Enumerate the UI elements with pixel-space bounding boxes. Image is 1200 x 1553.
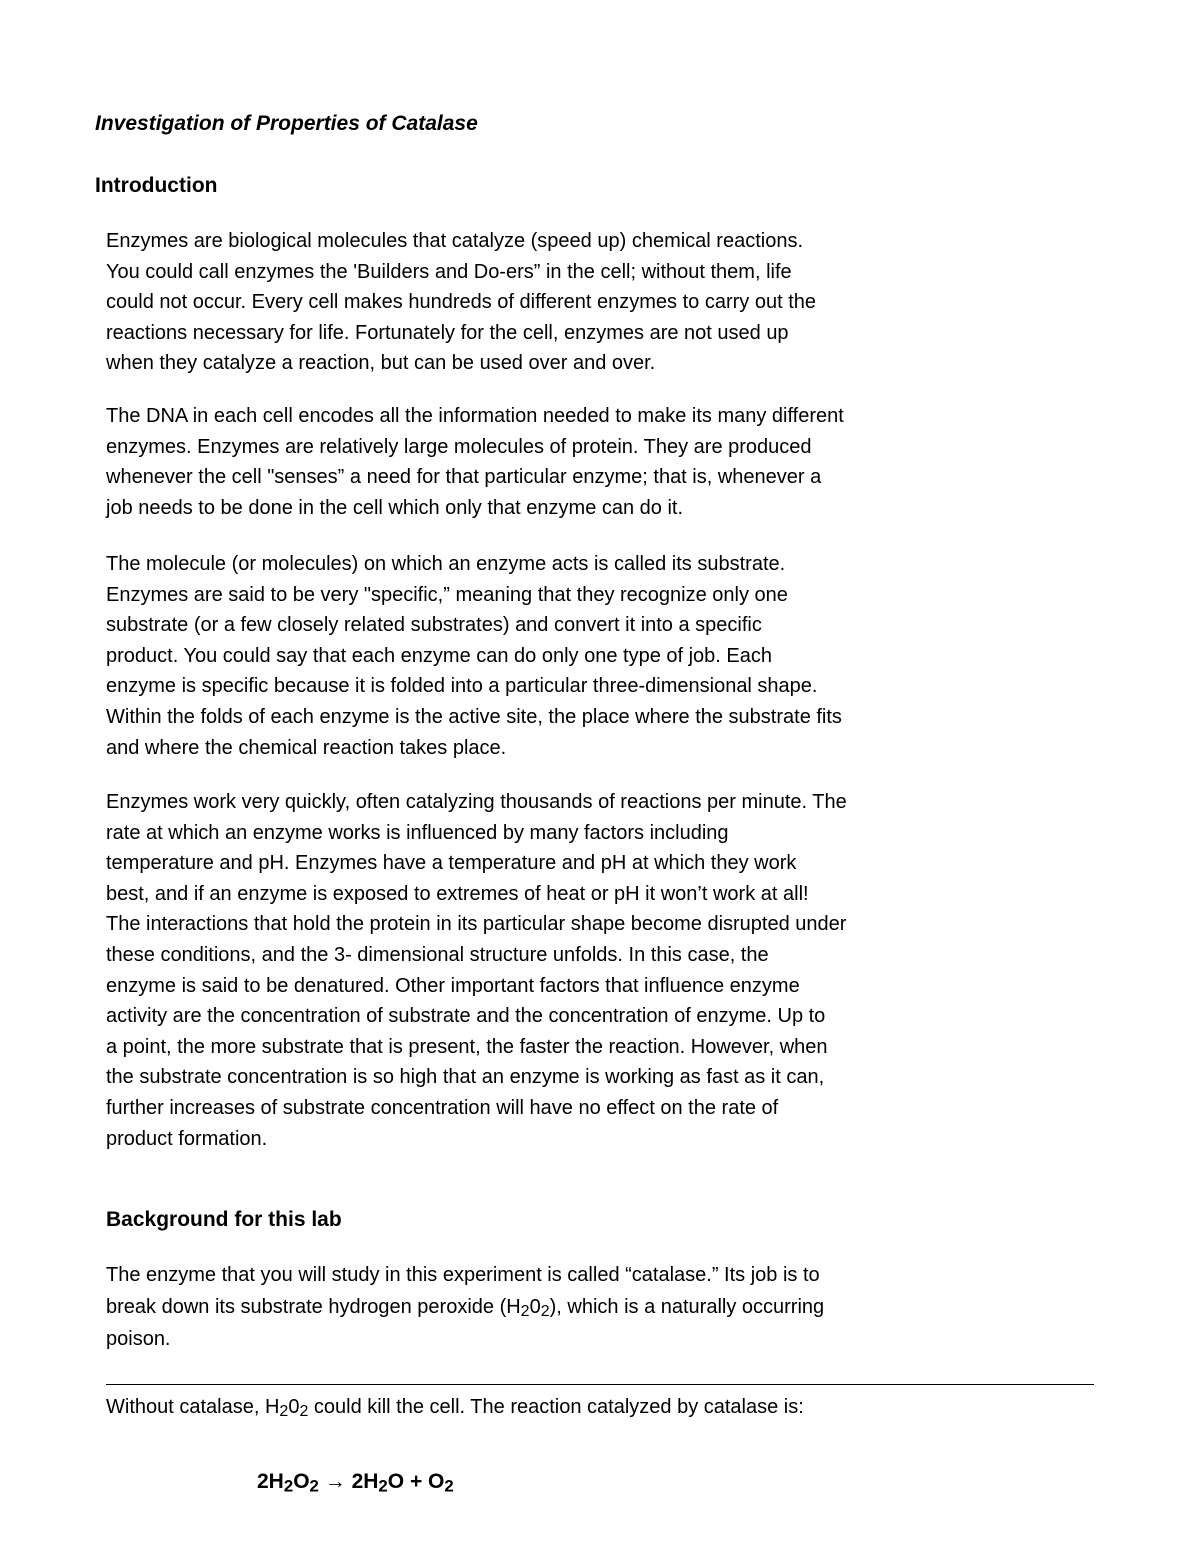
text-line: rate at which an enzyme works is influenced by many factors including xyxy=(106,821,729,844)
text-line: The interactions that hold the protein in its particular shape become disrupted under xyxy=(106,913,847,936)
text-line: Enzymes are said to be very "specific,” meaning that they recognize only one xyxy=(106,583,788,606)
subscript: 2 xyxy=(520,1303,530,1321)
text-line: Enzymes work very quickly, often catalyzing thousands of reactions per minute. The xyxy=(106,791,847,813)
text-line: enzymes. Enzymes are relatively large molecules of protein. They are produced xyxy=(106,435,812,458)
text-segment: 0 xyxy=(288,1396,300,1418)
text-line: You could call enzymes the 'Builders and Do-ers” in the cell; without them, life xyxy=(106,260,792,283)
background-heading: Background for this lab xyxy=(106,1208,342,1231)
text-line: further increases of substrate concentration will have no effect on the rate of xyxy=(106,1096,779,1119)
equation-part: O xyxy=(428,1470,445,1493)
text-segment: ), which is a naturally occurring xyxy=(549,1296,825,1318)
plus-sign: + xyxy=(404,1470,429,1493)
subscript: 2 xyxy=(299,1403,309,1421)
arrow-icon: → xyxy=(318,1470,352,1493)
text-line: a point, the more substrate that is present, the faster the reaction. However, when xyxy=(106,1035,828,1058)
equation-part: O xyxy=(293,1470,310,1493)
text-line: The DNA in each cell encodes all the information needed to make its many different xyxy=(106,405,844,427)
text-line: product. You could say that each enzyme can do only one type of job. Each xyxy=(106,644,773,667)
subscript: 2 xyxy=(378,1476,388,1496)
document-title: Investigation of Properties of Catalase xyxy=(95,112,478,135)
text-line: and where the chemical reaction takes place. xyxy=(106,736,507,759)
equation-part: O xyxy=(387,1470,405,1493)
text-line: enzyme is specific because it is folded into a particular three-dimensional shape. xyxy=(106,675,818,698)
subscript: 2 xyxy=(540,1303,550,1321)
intro-paragraph-3 xyxy=(106,549,1006,763)
text-line xyxy=(106,1291,1006,1323)
text-line: poison. xyxy=(106,1328,171,1350)
text-line: substrate (or a few closely related substrates) and convert it into a specific xyxy=(106,614,762,637)
text-segment: Without catalase, H xyxy=(106,1396,280,1418)
footer-sentence xyxy=(106,1392,1006,1423)
text-line: best, and if an enzyme is exposed to extremes of heat or pH it won’t work at all! xyxy=(106,882,809,905)
text-line: these conditions, and the 3- dimensional structure unfolds. In this case, the xyxy=(106,943,769,966)
text-line: product formation. xyxy=(106,1127,268,1150)
introduction-heading: Introduction xyxy=(95,174,218,197)
text-segment: could kill the cell. The reaction catalyzed by catalase is: xyxy=(308,1396,804,1418)
text-line: the substrate concentration is so high that an enzyme is working as fast as it can, xyxy=(106,1066,825,1089)
text-line: The molecule (or molecules) on which an enzyme acts is called its substrate. xyxy=(106,553,786,575)
text-line: activity are the concentration of substrate and the concentration of enzyme. Up to xyxy=(106,1005,826,1028)
text-line xyxy=(106,1392,1006,1423)
text-line: enzyme is said to be denatured. Other important factors that influence enzyme xyxy=(106,974,800,997)
subscript: 2 xyxy=(279,1403,289,1421)
text-line: job needs to be done in the cell which only that enzyme can do it. xyxy=(106,496,684,519)
intro-paragraph-4 xyxy=(106,787,1006,1154)
text-line: reactions necessary for life. Fortunately for the cell, enzymes are not used up xyxy=(106,321,789,344)
horizontal-divider xyxy=(106,1384,1094,1385)
intro-paragraph-1 xyxy=(106,226,1006,379)
intro-paragraph-2 xyxy=(106,401,1006,523)
text-segment: break down its substrate hydrogen peroxide (H xyxy=(106,1296,521,1318)
subscript: 2 xyxy=(444,1476,454,1496)
text-line: Within the folds of each enzyme is the active site, the place where the substrate fits xyxy=(106,705,842,728)
text-line: when they catalyze a reaction, but can be used over and over. xyxy=(106,352,656,375)
background-paragraph xyxy=(106,1259,1006,1355)
text-line: temperature and pH. Enzymes have a temperature and pH at which they work xyxy=(106,852,797,875)
text-line: whenever the cell "senses” a need for that particular enzyme; that is, whenever a xyxy=(106,466,822,489)
text-line: The enzyme that you will study in this experiment is called “catalase.” Its job is to xyxy=(106,1264,820,1286)
reaction-equation xyxy=(257,1470,454,1494)
text-line: Enzymes are biological molecules that catalyze (speed up) chemical reactions. xyxy=(106,230,804,252)
equation-part: 2H xyxy=(257,1470,284,1493)
subscript: 2 xyxy=(309,1476,319,1496)
text-line: could not occur. Every cell makes hundreds of different enzymes to carry out the xyxy=(106,291,816,314)
equation-part: 2H xyxy=(351,1470,379,1493)
text-segment: 0 xyxy=(529,1296,541,1318)
subscript: 2 xyxy=(283,1476,294,1496)
